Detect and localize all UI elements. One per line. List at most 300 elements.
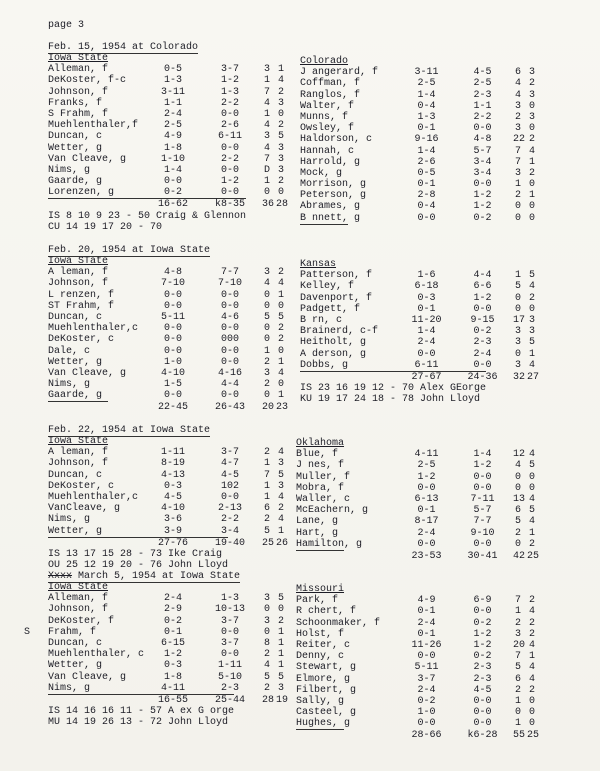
stat-tp: 4 xyxy=(528,606,535,618)
stat-tp: 1 xyxy=(277,525,284,537)
stat-tp: 0 xyxy=(277,345,284,357)
stat-ft: 0-0 xyxy=(473,123,492,135)
player-name: Nims, g xyxy=(48,682,91,694)
player-row xyxy=(296,651,535,663)
stat-fg: 11-26 xyxy=(411,639,442,651)
stat-pf: 7 xyxy=(263,86,270,98)
stat-ft: 7-11 xyxy=(470,493,495,505)
player-row xyxy=(300,100,535,112)
player-name: Duncan, c xyxy=(48,637,103,649)
player-name: Peterson, g xyxy=(300,190,367,202)
player-row xyxy=(48,682,284,695)
stat-ft: 0-0 xyxy=(220,142,239,154)
stat-fg: 2-4 xyxy=(417,684,436,696)
stat-pf: 3 xyxy=(514,100,521,112)
player-row xyxy=(48,300,284,312)
totals-row xyxy=(296,550,540,562)
stat-ft: 9-15 xyxy=(470,314,495,326)
stat-fg: 1-2 xyxy=(163,649,182,661)
stat-pf: 0 xyxy=(263,604,270,616)
stat-pf: 0 xyxy=(514,292,521,304)
stat-pf: 1 xyxy=(514,695,521,707)
stat-tp: 4 xyxy=(528,662,535,674)
total-pf: 36 xyxy=(262,199,275,211)
player-row xyxy=(300,190,535,202)
stat-fg: 9-16 xyxy=(414,134,439,146)
player-name: Schoonmaker, f xyxy=(296,617,381,629)
stat-ft: 1-2 xyxy=(473,201,492,213)
total-tp: 23 xyxy=(276,402,289,414)
stat-ft: 0-2 xyxy=(473,617,492,629)
player-name: Alleman, f xyxy=(48,64,109,76)
stat-tp: 0 xyxy=(277,187,284,199)
stat-ft: 1-11 xyxy=(217,660,242,672)
left-team-box xyxy=(48,582,289,729)
stat-tp: 1 xyxy=(528,156,535,168)
stat-pf: 4 xyxy=(263,97,270,109)
stat-pf: 7 xyxy=(514,595,521,607)
stat-pf: 5 xyxy=(514,662,521,674)
stat-tp: 4 xyxy=(528,516,535,528)
stat-fg: 1-3 xyxy=(163,75,182,87)
player-row xyxy=(48,278,284,290)
player-row xyxy=(296,460,535,472)
player-name: Duncan, c xyxy=(48,311,103,323)
player-row xyxy=(48,176,284,188)
stat-tp: 3 xyxy=(528,326,535,338)
stat-fg: 6-11 xyxy=(414,359,439,371)
score-by-halves-note: IS 23 16 19 12 - 70 Alex GEorge xyxy=(300,383,487,395)
player-row xyxy=(296,639,535,651)
player-name: Hart, g xyxy=(296,527,339,539)
stat-fg: 0-1 xyxy=(163,626,182,638)
player-row xyxy=(48,323,284,335)
stat-ft: 0-0 xyxy=(473,707,492,719)
stat-tp: 4 xyxy=(528,145,535,157)
player-row xyxy=(48,637,284,649)
player-name: Hughes, g xyxy=(296,718,351,730)
player-name: Casteel, g xyxy=(296,707,357,719)
date-text: March 5, 1954 at Iowa State xyxy=(78,571,241,582)
stat-ft: 2-4 xyxy=(473,348,492,360)
stat-fg: 3-6 xyxy=(163,514,182,526)
stat-tp: 3 xyxy=(277,682,284,694)
player-row xyxy=(296,527,535,539)
total-ft: k6-28 xyxy=(467,730,498,742)
stat-ft: 2-3 xyxy=(473,662,492,674)
total-fg: 27-67 xyxy=(411,371,442,383)
stat-fg: 11-20 xyxy=(411,314,442,326)
stat-pf: 0 xyxy=(514,482,521,494)
player-row xyxy=(296,493,535,505)
score-by-halves-note: KU 19 17 24 18 - 78 John Lloyd xyxy=(300,394,481,406)
player-name: Hamilton, g xyxy=(296,538,363,550)
stat-ft: 0-0 xyxy=(220,300,239,312)
stat-pf: 4 xyxy=(263,142,270,154)
stat-tp: 2 xyxy=(277,503,284,515)
stat-ft: 0-0 xyxy=(220,345,239,357)
stat-fg: 4-9 xyxy=(417,595,436,607)
player-name: Muller, f xyxy=(296,471,351,483)
stat-fg: 2-9 xyxy=(163,604,182,616)
player-row xyxy=(48,311,284,323)
player-row xyxy=(296,673,535,685)
player-name: Muehlenthaler, c xyxy=(48,649,145,661)
stat-fg: 0-2 xyxy=(163,615,182,627)
stat-tp: 4 xyxy=(277,278,284,290)
stat-fg: 6-15 xyxy=(160,637,185,649)
stat-ft: 2-3 xyxy=(473,337,492,349)
stat-ft: 2-2 xyxy=(220,97,239,109)
stat-fg: 1-0 xyxy=(417,707,436,719)
stat-tp: 2 xyxy=(528,167,535,179)
player-row xyxy=(48,142,284,154)
player-name: Reiter, c xyxy=(296,639,351,651)
stat-ft: 2-6 xyxy=(220,120,239,132)
total-ft: 19-40 xyxy=(214,537,245,549)
stat-tp: 1 xyxy=(277,637,284,649)
stat-fg: 0-1 xyxy=(417,606,436,618)
left-team-box xyxy=(48,256,289,414)
stat-fg: 2-4 xyxy=(417,337,436,349)
stat-fg: 2-4 xyxy=(417,527,436,539)
stat-ft: 4-6 xyxy=(220,311,239,323)
stat-tp: 2 xyxy=(277,176,284,188)
stat-tp: 5 xyxy=(277,131,284,143)
stat-tp: 5 xyxy=(528,460,535,472)
stat-ft: 7-10 xyxy=(217,278,242,290)
stat-ft: 0-0 xyxy=(473,718,492,730)
stat-pf: 1 xyxy=(263,108,270,120)
player-name: DeKoster, f xyxy=(48,615,115,627)
total-pf: 32 xyxy=(513,371,526,383)
player-name: ST Frahm, f xyxy=(48,300,115,312)
stat-ft: 3-7 xyxy=(220,615,239,627)
stat-ft: 0-0 xyxy=(220,626,239,638)
stat-pf: 5 xyxy=(263,311,270,323)
stat-fg: 1-4 xyxy=(163,164,182,176)
total-ft: 30-41 xyxy=(467,550,498,562)
stat-ft: 4-5 xyxy=(220,469,239,481)
stat-tp: 4 xyxy=(277,447,284,459)
player-name: Duncan, c xyxy=(48,131,103,143)
stat-fg: 0-0 xyxy=(163,289,182,301)
stat-pf: 1 xyxy=(263,176,270,188)
score-by-halves-note: IS 14 16 16 11 - 57 A ex G orge xyxy=(48,706,235,718)
right-team-box xyxy=(300,56,535,225)
stat-pf: 12 xyxy=(513,449,526,461)
stat-fg: 0-0 xyxy=(417,348,436,360)
player-row xyxy=(300,156,535,168)
stat-pf: 13 xyxy=(513,493,526,505)
stat-tp: 2 xyxy=(277,267,284,279)
stat-fg: 2-8 xyxy=(417,190,436,202)
stat-tp: 4 xyxy=(528,281,535,293)
stat-pf: 7 xyxy=(263,153,270,165)
total-pf: 55 xyxy=(513,730,526,742)
stat-tp: 1 xyxy=(277,390,284,402)
stat-ft: 5-7 xyxy=(473,145,492,157)
player-row xyxy=(48,356,284,368)
stat-tp: 0 xyxy=(277,108,284,120)
stat-ft: 0-2 xyxy=(473,326,492,338)
player-name: Frahm, f xyxy=(48,626,97,638)
player-row xyxy=(48,671,284,683)
player-name: Kelley, f xyxy=(300,281,355,293)
player-name: A leman, f xyxy=(48,267,109,279)
player-name: Coffman, f xyxy=(300,78,361,90)
player-name: VanCleave, g xyxy=(48,503,121,515)
player-row xyxy=(296,628,535,640)
player-row xyxy=(48,649,284,661)
date-text: Feb. 15, 1954 at Colorado xyxy=(48,42,199,53)
stat-fg: 1-1 xyxy=(163,97,182,109)
player-row xyxy=(300,348,535,360)
stat-tp: 2 xyxy=(277,323,284,335)
stat-pf: 3 xyxy=(263,131,270,143)
stat-fg: 4-11 xyxy=(160,682,185,694)
stat-ft: 1-2 xyxy=(220,176,239,188)
player-name: Davenport, f xyxy=(300,292,373,304)
stat-tp: 3 xyxy=(277,153,284,165)
stat-fg: 2-6 xyxy=(417,156,436,168)
score-by-halves-note: OU 25 12 19 20 - 76 John Lloyd xyxy=(48,560,229,572)
player-name: Patterson, f xyxy=(300,270,373,282)
stat-fg: 0-2 xyxy=(417,695,436,707)
stat-tp: 0 xyxy=(528,100,535,112)
team-name: Iowa State xyxy=(48,53,109,64)
stat-fg: 1-8 xyxy=(163,671,182,683)
player-row xyxy=(48,503,284,515)
stat-ft: 1-2 xyxy=(473,190,492,202)
player-row xyxy=(48,593,284,605)
player-row xyxy=(300,134,535,146)
stat-pf: 0 xyxy=(514,538,521,550)
stat-pf: 0 xyxy=(263,334,270,346)
stat-tp: 5 xyxy=(277,469,284,481)
stat-pf: 3 xyxy=(263,593,270,605)
player-row xyxy=(300,145,535,157)
team-name: Oklahoma xyxy=(296,438,345,449)
player-name: Munns, f xyxy=(300,111,349,123)
player-name: Denny, c xyxy=(296,651,345,663)
stat-tp: 0 xyxy=(277,300,284,312)
stat-tp: 4 xyxy=(277,75,284,87)
stat-fg: 0-1 xyxy=(417,505,436,517)
stat-tp: 4 xyxy=(528,639,535,651)
player-row xyxy=(48,153,284,165)
stat-fg: 0-0 xyxy=(417,538,436,550)
stat-pf: 5 xyxy=(263,525,270,537)
left-team-box xyxy=(48,436,289,572)
stat-pf: 3 xyxy=(514,123,521,135)
stat-pf: 2 xyxy=(263,682,270,694)
stat-fg: 0-5 xyxy=(163,64,182,76)
player-row xyxy=(300,111,535,123)
stat-pf: 0 xyxy=(263,300,270,312)
stat-fg: 1-4 xyxy=(417,89,436,101)
stat-pf: 6 xyxy=(263,503,270,515)
player-row xyxy=(48,164,284,176)
stat-tp: 1 xyxy=(277,626,284,638)
stat-pf: 1 xyxy=(514,718,521,730)
team-name: Iowa STate xyxy=(48,256,109,267)
total-fg: 23-53 xyxy=(411,550,442,562)
player-name: Stewart, g xyxy=(296,662,357,674)
stat-ft: 0-0 xyxy=(220,187,239,199)
stat-ft: 0-0 xyxy=(220,289,239,301)
stat-fg: 4-10 xyxy=(160,503,185,515)
stat-tp: 5 xyxy=(528,505,535,517)
stat-tp: 5 xyxy=(277,311,284,323)
stat-tp: 5 xyxy=(277,671,284,683)
stat-pf: 4 xyxy=(263,660,270,672)
stat-tp: 4 xyxy=(528,673,535,685)
player-row xyxy=(48,491,284,503)
stat-tp: 1 xyxy=(277,289,284,301)
stat-ft: 1-2 xyxy=(220,75,239,87)
stat-fg: 4-5 xyxy=(163,491,182,503)
player-row xyxy=(48,390,284,402)
stat-tp: 3 xyxy=(528,111,535,123)
stat-pf: 8 xyxy=(263,637,270,649)
stat-ft: 4-4 xyxy=(473,270,492,282)
player-row xyxy=(48,334,284,346)
stat-ft: 0-2 xyxy=(473,212,492,224)
stat-fg: 4-13 xyxy=(160,469,185,481)
stat-pf: 0 xyxy=(514,212,521,224)
total-tp: 19 xyxy=(276,694,289,706)
player-row xyxy=(300,67,535,79)
stat-pf: 0 xyxy=(263,187,270,199)
stat-fg: 4-11 xyxy=(414,449,439,461)
stat-fg: 2-4 xyxy=(417,617,436,629)
totals-row xyxy=(48,402,289,414)
stat-ft: 6-6 xyxy=(473,281,492,293)
stat-pf: 3 xyxy=(263,64,270,76)
player-row xyxy=(296,595,535,607)
stat-tp: 4 xyxy=(277,491,284,503)
player-row xyxy=(300,281,535,293)
player-row xyxy=(300,89,535,101)
stat-ft: 3-7 xyxy=(220,64,239,76)
stat-ft: 1-1 xyxy=(473,100,492,112)
stat-pf: 4 xyxy=(514,460,521,472)
stat-ft: 0-0 xyxy=(473,695,492,707)
total-tp: 28 xyxy=(276,199,289,211)
total-ft: 24-36 xyxy=(467,371,498,383)
stat-ft: 4-7 xyxy=(220,458,239,470)
player-name: Ranglos, f xyxy=(300,89,361,101)
player-row xyxy=(296,606,535,618)
player-name: S Frahm, f xyxy=(48,108,109,120)
player-row xyxy=(300,314,535,326)
player-name: Sally, g xyxy=(296,695,345,707)
stat-pf: 3 xyxy=(514,337,521,349)
stat-fg: 6-18 xyxy=(414,281,439,293)
stat-pf: 3 xyxy=(514,326,521,338)
stat-pf: 0 xyxy=(514,303,521,315)
stat-fg: 0-2 xyxy=(163,187,182,199)
stat-pf: 1 xyxy=(263,345,270,357)
total-ft: 26-43 xyxy=(214,402,245,414)
margin-mark: S xyxy=(24,627,31,638)
player-row xyxy=(48,379,284,391)
stat-pf: 5 xyxy=(514,281,521,293)
stat-pf: 1 xyxy=(514,270,521,282)
player-name: Lorenzen, g xyxy=(48,187,115,199)
player-row xyxy=(296,471,535,483)
player-name: Abrames, g xyxy=(300,201,361,213)
stat-pf: 1 xyxy=(514,179,521,191)
stat-ft: 1-2 xyxy=(473,292,492,304)
stat-ft: 6-9 xyxy=(473,595,492,607)
total-tp: 25 xyxy=(527,550,540,562)
player-row xyxy=(296,662,535,674)
player-name: Holst, f xyxy=(296,628,345,640)
stat-fg: 7-10 xyxy=(160,278,185,290)
player-name: Wetter, g xyxy=(48,142,103,154)
stat-ft: 4-8 xyxy=(473,134,492,146)
total-fg: 16-62 xyxy=(157,199,188,211)
stat-tp: 4 xyxy=(277,514,284,526)
player-name: Padgett, f xyxy=(300,303,361,315)
stat-tp: 2 xyxy=(277,334,284,346)
stat-fg: 2-5 xyxy=(417,460,436,472)
stat-tp: 5 xyxy=(277,593,284,605)
stat-fg: 1-3 xyxy=(417,111,436,123)
stat-fg: 0-0 xyxy=(163,390,182,402)
player-row xyxy=(48,615,284,627)
stat-ft: 7-7 xyxy=(220,267,239,279)
stat-fg: 0-3 xyxy=(417,292,436,304)
team-name: Colorado xyxy=(300,56,349,67)
player-name: Muehlenthaler,c xyxy=(48,323,139,335)
total-pf: 20 xyxy=(262,402,275,414)
stat-tp: 1 xyxy=(277,64,284,76)
player-name: Dale, c xyxy=(48,345,91,357)
player-name: Walter, f xyxy=(300,100,355,112)
stat-ft: 0-0 xyxy=(473,606,492,618)
total-pf: 28 xyxy=(262,694,275,706)
stat-tp: 2 xyxy=(528,617,535,629)
player-row xyxy=(48,660,284,672)
stat-ft: 4-16 xyxy=(217,367,242,379)
stat-fg: 1-0 xyxy=(163,356,182,368)
stat-ft: 3-7 xyxy=(220,637,239,649)
player-row xyxy=(296,516,535,528)
stat-ft: 2-5 xyxy=(473,78,492,90)
stat-tp: 3 xyxy=(277,97,284,109)
player-row xyxy=(48,75,284,87)
stat-pf: 1 xyxy=(263,458,270,470)
date-text: Feb. 20, 1954 at Iowa State xyxy=(48,245,211,256)
stat-ft: 7-7 xyxy=(473,516,492,528)
stat-pf: 3 xyxy=(263,367,270,379)
stat-fg: 0-0 xyxy=(163,300,182,312)
player-row xyxy=(48,131,284,143)
player-name: Duncan, c xyxy=(48,469,103,481)
stat-ft: 1-3 xyxy=(220,86,239,98)
total-fg: 22-45 xyxy=(157,402,188,414)
stat-pf: 2 xyxy=(514,527,521,539)
player-name: McEachern, g xyxy=(296,505,369,517)
player-name: Muehlenthaler,c xyxy=(48,491,139,503)
player-name: DeKoster, c xyxy=(48,480,115,492)
player-row xyxy=(48,64,284,76)
stat-fg: 8-17 xyxy=(414,516,439,528)
stat-fg: 3-11 xyxy=(160,86,185,98)
